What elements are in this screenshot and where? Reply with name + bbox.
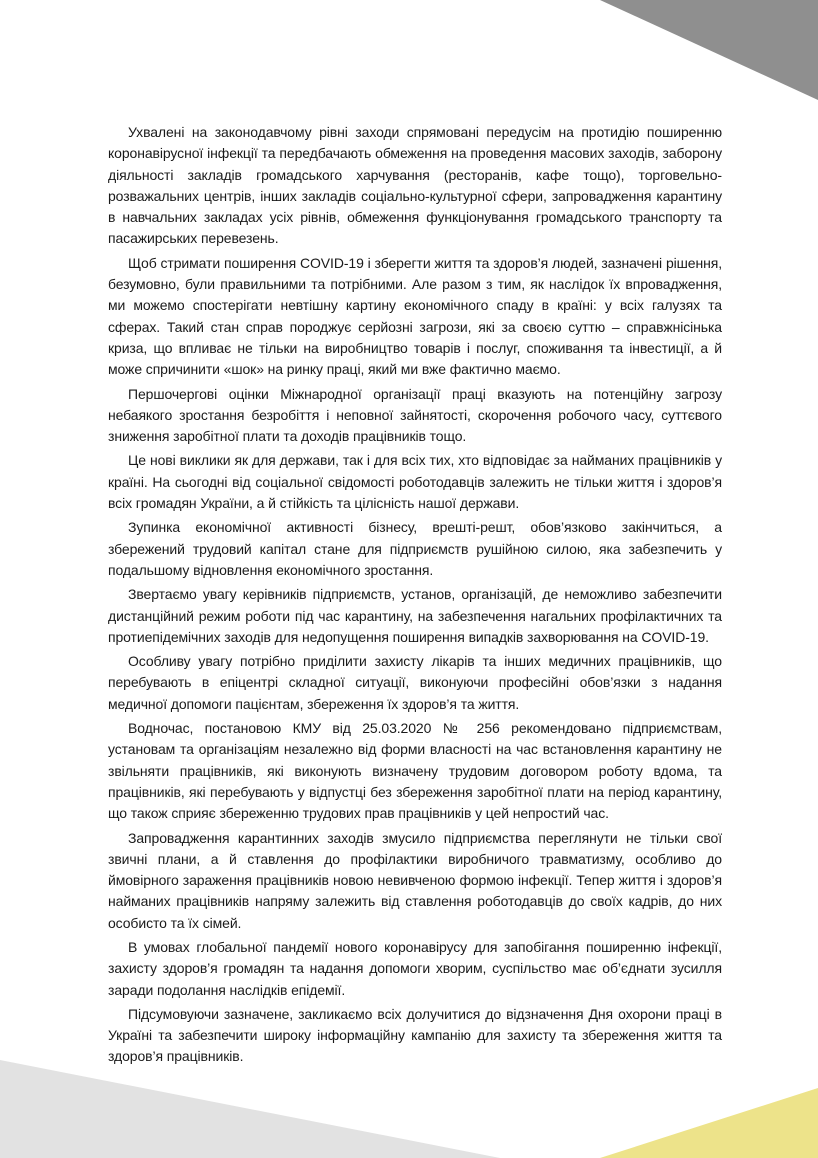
paragraph: Особливу увагу потрібно приділити захисту лікарів та інших медичних працівників, що перебувають в епіцентрі складної ситуації, виконуючи професійні обов’язки з надання медичної допомоги пацієнтам, збереження їх здоров’я та життя. [108,653,722,712]
paragraph: Першочергові оцінки Міжнародної організації праці вказують на потенційну загрозу небаякого зростання безробіття і неповної зайнятості, скорочення робочого часу, суттєвого зниження заробітної плати та доходів працівників тощо. [108,385,722,445]
bottom-gray-band-shape [0,1060,500,1158]
paragraph: В умовах глобальної пандемії нового коронавірусу для запобігання поширенню інфекції, захисту здоров’я громадян та надання допомоги хворим, суспільство має об’єднати зусилля заради подолання наслідків епідемії. [108,938,722,998]
paragraph: Водночас, постановою КМУ від 25.03.2020 № 256 рекомендовано підприємствам, установам та організаціям незалежно від форми власності на час встановлення карантину не звільняти працівників, які виконують визначену трудовим договором роботу вдома, та працівників, які перебувають у відпустці без збереження заробітної плати на період карантину, що також сприяє збереженню трудових прав працівників у цей непростий час. [108,720,722,822]
paragraph: Ухвалені на законодавчому рівні заходи спрямовані передусім на протидію поширенню коронавірусної інфекції та передбачають обмеження на проведення масових заходів, заборону діяльності закладів громадського харчування (ресторанів, кафе тощо), торговельно-розважальних центрів, інших закладів соціально-культурної сфери, запровадження карантину в навчальних закладах усіх рівнів, обмеження функціонування громадського транспорту та пасажирських перевезень. [108,124,722,247]
paragraph: Звертаємо увагу керівників підприємств, установ, організацій, де неможливо забезпечити дистанційний режим роботи під час карантину, на забезпечення нагальних профілактичних та протиепідемічних заходів для недопущення поширення випадків захворювання на COVID-19. [108,586,722,645]
paragraph: Щоб стримати поширення COVID-19 і зберегти життя та здоров’я людей, зазначені рішення, безумовно, були правильними та потрібними. Але разом з тим, як наслідок їх впровадження, ми можемо спостерігати невтішну картину економічного спаду в країні: у всіх галузях та сферах. Такий стан справ породжує серйозні загрози, які за своєю суттю – справжнісінька криза, що впливає не тільки на виробництво товарів і послуг, споживання та інвестиції, а й може спричинити «шок» на ринку праці, який ми вже фактично маємо. [108,254,722,378]
paragraph: Це нові виклики як для держави, так і для всіх тих, хто відповідає за найманих працівників у країні. На сьогодні від соціальної свідомості роботодавців залежить не тільки життя і здоров’я всіх громадян України, а й стійкість та цілісність нашої держави. [108,452,722,512]
paragraph: Підсумовуючи зазначене, закликаємо всіх долучитися до відзначення Дня охорони праці в Україні та забезпечити широку інформаційну кампанію для захисту та збереження життя та здоров’я працівників. [108,1005,722,1065]
paragraph: Зупинка економічної активності бізнесу, врешті-решт, обов’язково закінчиться, а збережений трудовий капітал стане для підприємств рушійною силою, яка забезпечить у подальшому відновлення економічного зростання. [108,519,722,578]
bottom-right-yellow-shape [600,1088,818,1158]
paragraph: Запровадження карантинних заходів змусило підприємства переглянути не тільки свої звичні плани, а й ставлення до профілактики виробничого травматизму, особливо до ймовірного зараження працівників новою невивченою формою інфекції. Тепер життя і здоров’я найманих працівників напряму залежить від ставлення роботодавців до своїх кадрів, до них особисто та їх сімей. [108,829,722,931]
top-right-gray-corner-shape [600,0,818,100]
document-body [108,122,722,1071]
